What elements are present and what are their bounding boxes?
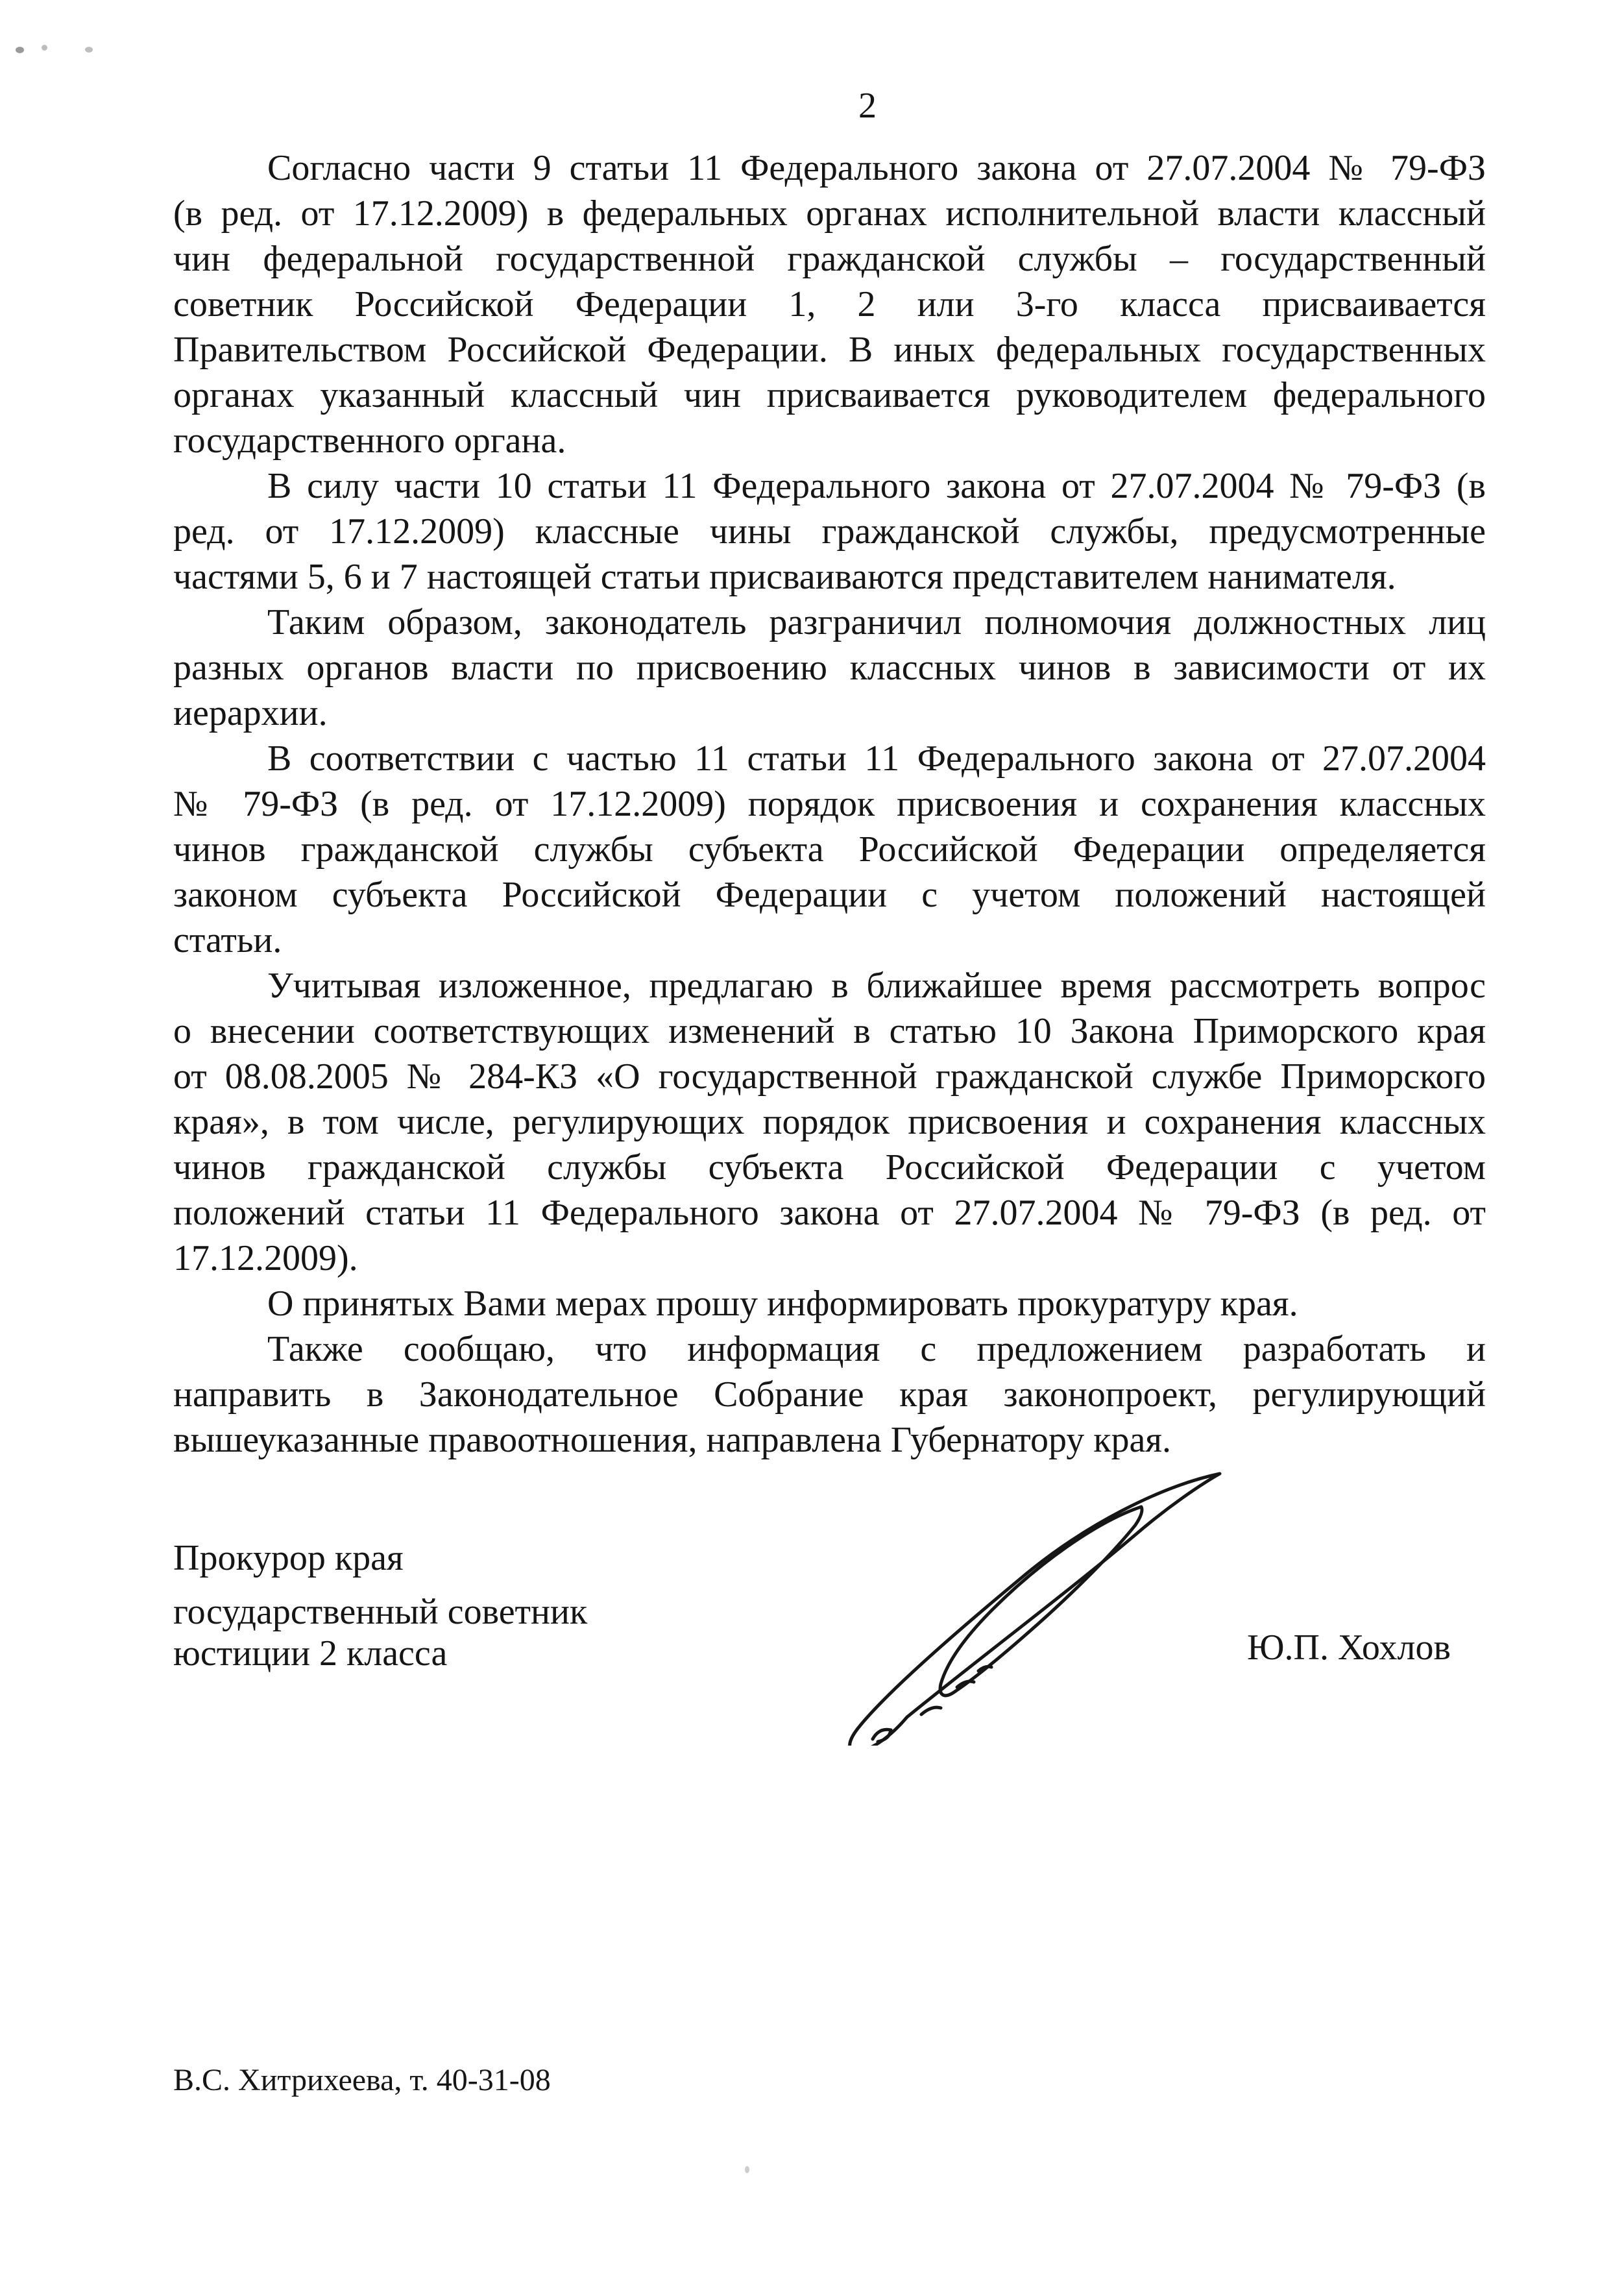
text-line: № 79-ФЗ (в ред. от 17.12.2009) порядок присвоения и сохранения классных xyxy=(173,784,1486,824)
paragraph xyxy=(173,1326,1486,1463)
scan-artifact-speck xyxy=(42,45,47,51)
text-line: статьи. xyxy=(173,920,282,960)
text-line: чинов гражданской службы субъекта Российской Федерации с учетом xyxy=(173,1147,1486,1188)
text-line: (в ред. от 17.12.2009) в федеральных органах исполнительной власти классный xyxy=(173,193,1486,234)
text-line: Учитывая изложенное, предлагаю в ближайшее время рассмотреть вопрос xyxy=(267,966,1486,1006)
text-line: чин федеральной государственной гражданской службы – государственный xyxy=(173,239,1486,279)
text-line: Таким образом, законодатель разграничил полномочия должностных лиц xyxy=(267,602,1486,642)
text-line: государственного органа. xyxy=(173,420,566,461)
text-line: края», в том числе, регулирующих порядок присвоения и сохранения классных xyxy=(173,1102,1486,1142)
page-number: 2 xyxy=(858,86,877,126)
text-line: законом субъекта Российской Федерации с учетом положений настоящей xyxy=(173,875,1486,915)
paragraph xyxy=(173,600,1486,736)
text-line: вышеуказанные правоотношения, направлена Губернатору края. xyxy=(173,1420,1172,1460)
signer-rank xyxy=(173,1591,587,1674)
paragraph xyxy=(173,463,1486,600)
text-line: органах указанный классный чин присваивается руководителем федерального xyxy=(173,375,1486,415)
paragraph xyxy=(173,736,1486,963)
text-line: положений статьи 11 Федерального закона от 27.07.2004 № 79-ФЗ (в ред. от xyxy=(173,1193,1486,1233)
text-line: В соответствии с частью 11 статьи 11 Федерального закона от 27.07.2004 xyxy=(267,738,1486,779)
paragraph xyxy=(173,145,1486,463)
executor-contact: В.С. Хитрихеева, т. 40-31-08 xyxy=(173,2063,551,2097)
signer-position-title: Прокурор края xyxy=(173,1538,404,1578)
scan-artifact-speck xyxy=(745,2166,749,2173)
text-line: 17.12.2009). xyxy=(173,1238,358,1278)
document-body xyxy=(173,145,1486,1463)
text-line: Правительством Российской Федерации. В иных федеральных государственных xyxy=(173,330,1486,370)
signer-rank-line1: государственный советник xyxy=(173,1592,588,1632)
signer-name: Ю.П. Хохлов xyxy=(1247,1627,1451,1668)
signer-rank-line2: юстиции 2 класса xyxy=(173,1633,448,1674)
scan-artifact-speck xyxy=(16,47,24,53)
text-line: направить в Законодательное Собрание края законопроект, регулирующий xyxy=(173,1374,1486,1415)
paragraph xyxy=(173,963,1486,1281)
text-line: О принятых Вами мерах прошу информировать прокуратуру края. xyxy=(267,1284,1298,1324)
text-line: Согласно части 9 статьи 11 Федерального закона от 27.07.2004 № 79-ФЗ xyxy=(267,148,1486,188)
text-line: частями 5, 6 и 7 настоящей статьи присваиваются представителем нанимателя. xyxy=(173,557,1396,597)
text-line: Также сообщаю, что информация с предложением разработать и xyxy=(267,1329,1486,1369)
text-line: о внесении соответствующих изменений в статью 10 Закона Приморского края xyxy=(173,1011,1486,1051)
text-line: чинов гражданской службы субъекта Российской Федерации определяется xyxy=(173,829,1486,870)
text-line: иерархии. xyxy=(173,693,328,733)
text-line: разных органов власти по присвоению классных чинов в зависимости от их xyxy=(173,648,1486,688)
text-line: от 08.08.2005 № 284-КЗ «О государственной гражданской службе Приморского xyxy=(173,1056,1486,1097)
signature-quill-stroke-icon xyxy=(824,1460,1226,1746)
text-line: ред. от 17.12.2009) классные чины гражданской службы, предусмотренные xyxy=(173,511,1486,552)
text-line: советник Российской Федерации 1, 2 или 3-го класса присваивается xyxy=(173,284,1486,324)
text-line: В силу части 10 статьи 11 Федерального закона от 27.07.2004 № 79-ФЗ (в xyxy=(267,466,1486,506)
paragraph xyxy=(173,1281,1486,1326)
scan-artifact-speck xyxy=(85,47,93,53)
